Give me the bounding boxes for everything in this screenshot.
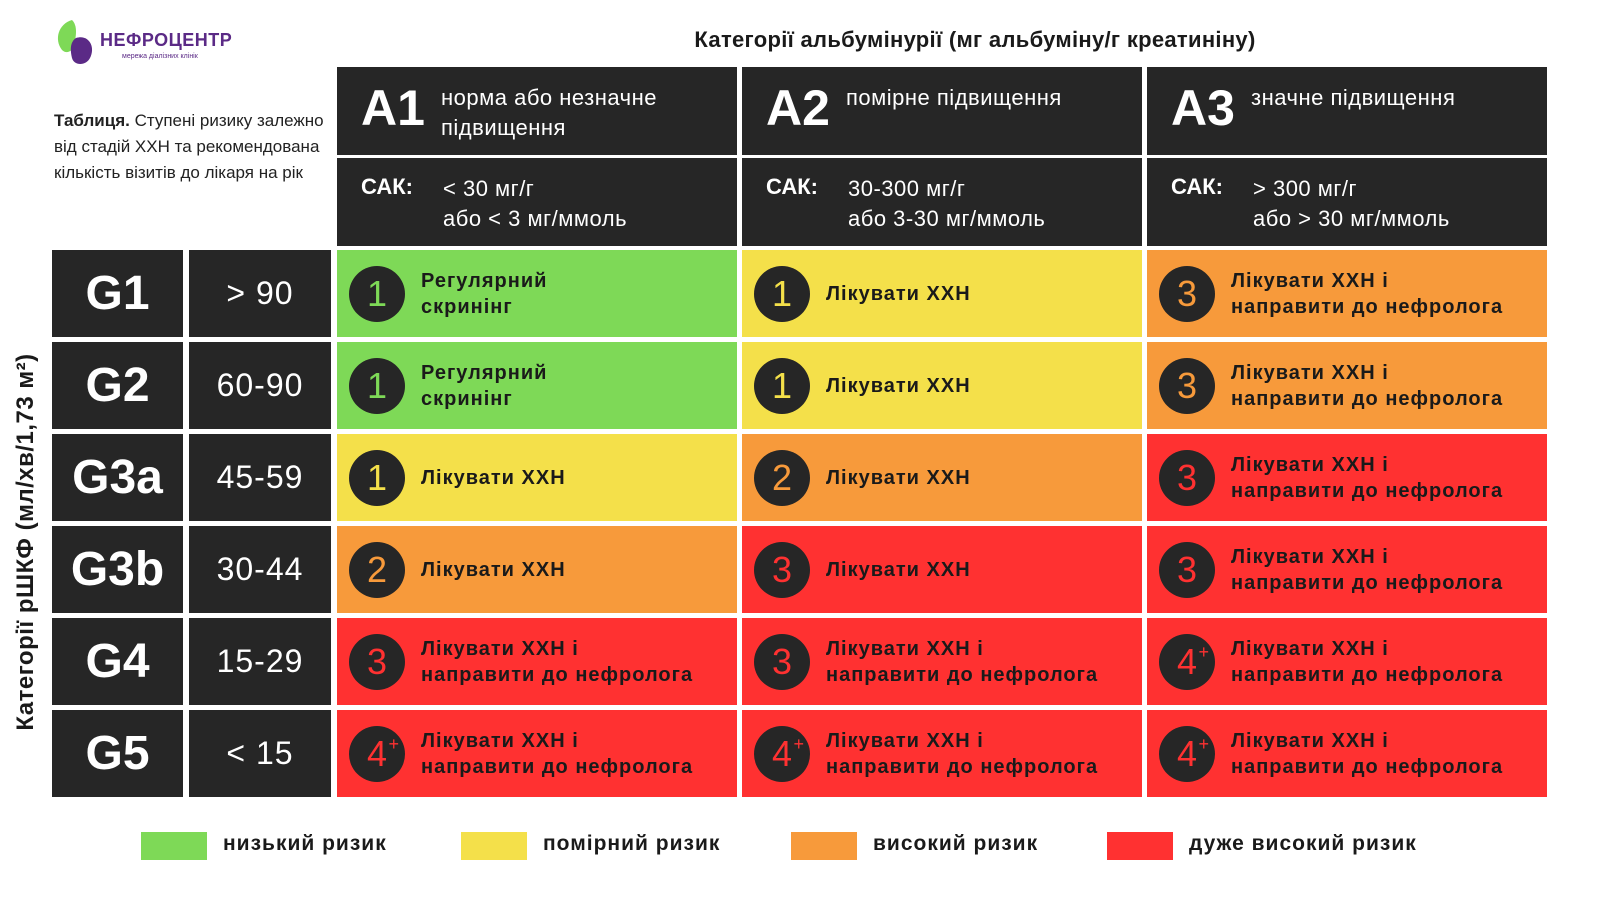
risk-cell (1147, 250, 1547, 337)
risk-cell (742, 342, 1142, 429)
recommendation-line-1: Лікувати ХХН (421, 466, 566, 489)
albuminuria-header-a1 (337, 67, 737, 155)
risk-cell (742, 434, 1142, 521)
recommendation-text (1231, 636, 1503, 688)
recommendation-line-1: Лікувати ХХН і (1231, 361, 1389, 384)
visits-per-year-badge (754, 542, 810, 598)
recommendation-line-1: Лікувати ХХН і (1231, 545, 1389, 568)
visits-number: 1 (366, 364, 388, 406)
risk-cell (337, 710, 737, 797)
visits-number: 1 (771, 364, 793, 406)
recommendation-text (826, 557, 971, 583)
albuminuria-header-a3 (1147, 67, 1547, 155)
visits-number: 3 (771, 640, 793, 682)
visits-plus: + (1198, 641, 1209, 662)
recommendation-text (421, 636, 693, 688)
risk-cell (742, 250, 1142, 337)
recommendation-text (421, 557, 566, 583)
recommendation-line-1: Лікувати ХХН (826, 282, 971, 305)
stage-label-g3b: G3b (52, 526, 183, 613)
gfr-range: 45-59 (189, 434, 331, 521)
sak-line-2: або > 30 мг/ммоль (1253, 206, 1450, 231)
risk-cell (742, 710, 1142, 797)
risk-cell (337, 434, 737, 521)
stage-label-g1: G1 (52, 250, 183, 337)
visits-number: 3 (366, 640, 388, 682)
stage-label-g5: G5 (52, 710, 183, 797)
recommendation-line-1: Регулярний (421, 361, 548, 384)
table-title: Категорії альбумінурії (мг альбуміну/г креатиніну) (694, 27, 1256, 52)
recommendation-line-1: Лікувати ХХН і (421, 637, 579, 660)
recommendation-text (1231, 360, 1503, 412)
visits-per-year-badge (349, 634, 405, 690)
visits-number: 1 (771, 272, 793, 314)
recommendation-line-2: направити до нефролога (421, 755, 694, 778)
recommendation-text (1231, 544, 1503, 596)
visits-plus: + (388, 733, 399, 754)
recommendation-text (826, 728, 1098, 780)
recommendation-text (421, 268, 547, 320)
visits-per-year-badge (1159, 726, 1215, 782)
recommendation-line-1: Лікувати ХХН і (826, 729, 984, 752)
visits-number: 4 (1176, 732, 1198, 774)
visits-number: 3 (1176, 272, 1198, 314)
visits-per-year-badge (1159, 542, 1215, 598)
category-code: A2 (766, 80, 830, 136)
sak-label: САК: (766, 174, 818, 199)
recommendation-line-1: Лікувати ХХН і (1231, 637, 1389, 660)
category-code: A3 (1171, 80, 1235, 136)
sak-value (848, 174, 1045, 234)
visits-number: 2 (771, 456, 793, 498)
recommendation-line-2: направити до нефролога (1231, 479, 1504, 502)
recommendation-line-2: направити до нефролога (826, 755, 1099, 778)
recommendation-text (826, 281, 971, 307)
recommendation-line-1: Лікувати ХХН (826, 558, 971, 581)
risk-cell (1147, 434, 1547, 521)
logo-tagline: мережа діалізних клінік (122, 53, 198, 60)
risk-cell (1147, 710, 1547, 797)
visits-number: 3 (1176, 548, 1198, 590)
risk-cell (337, 618, 737, 705)
risk-cell (742, 618, 1142, 705)
recommendation-line-1: Лікувати ХХН і (1231, 729, 1389, 752)
recommendation-line-1: Регулярний (421, 269, 548, 292)
gfr-range: < 15 (189, 710, 331, 797)
sak-line-1: < 30 мг/г (443, 176, 535, 201)
visits-per-year-badge (1159, 450, 1215, 506)
recommendation-text (421, 728, 693, 780)
gfr-range: 60-90 (189, 342, 331, 429)
recommendation-line-2: направити до нефролога (1231, 571, 1504, 594)
recommendation-text (826, 465, 971, 491)
legend-label: помірний ризик (543, 832, 721, 855)
gfr-range: 30-44 (189, 526, 331, 613)
visits-per-year-badge (754, 358, 810, 414)
sak-header-a2 (742, 158, 1142, 246)
risk-cell (337, 526, 737, 613)
visits-number: 1 (366, 272, 388, 314)
recommendation-line-2: направити до нефролога (826, 663, 1099, 686)
sak-line-1: > 300 мг/г (1253, 176, 1358, 201)
visits-number: 3 (1176, 364, 1198, 406)
visits-per-year-badge (1159, 266, 1215, 322)
recommendation-line-2: направити до нефролога (421, 663, 694, 686)
risk-cell (1147, 342, 1547, 429)
visits-number: 3 (771, 548, 793, 590)
recommendation-line-1: Лікувати ХХН (826, 374, 971, 397)
visits-per-year-badge (1159, 634, 1215, 690)
recommendation-line-2: направити до нефролога (1231, 387, 1504, 410)
recommendation-line-1: Лікувати ХХН і (1231, 453, 1389, 476)
sak-line-2: або < 3 мг/ммоль (443, 206, 628, 231)
logo (52, 18, 252, 70)
recommendation-text (421, 465, 566, 491)
recommendation-line-1: Лікувати ХХН (421, 558, 566, 581)
visits-per-year-badge (349, 542, 405, 598)
risk-cell (1147, 618, 1547, 705)
visits-per-year-badge (1159, 358, 1215, 414)
y-axis-label: Категорії рШКФ (мл/хв/1,73 м²) (12, 353, 39, 731)
risk-cell (337, 342, 737, 429)
stage-label-g3a: G3a (52, 434, 183, 521)
albuminuria-header-a2 (742, 67, 1142, 155)
visits-per-year-badge (754, 726, 810, 782)
stage-label-g4: G4 (52, 618, 183, 705)
recommendation-text (826, 373, 971, 399)
recommendation-text (1231, 268, 1503, 320)
recommendation-line-1: Лікувати ХХН і (826, 637, 984, 660)
caption-bold: Таблиця. (54, 111, 130, 130)
risk-cell (742, 526, 1142, 613)
visits-per-year-badge (349, 450, 405, 506)
recommendation-line-2: направити до нефролога (1231, 755, 1504, 778)
recommendation-line-1: Лікувати ХХН (826, 466, 971, 489)
sak-label: САК: (1171, 174, 1223, 199)
table-caption (54, 108, 334, 186)
legend-swatch-orange (791, 832, 857, 860)
category-description: помірне підвищення (846, 85, 1062, 110)
sak-header-a1 (337, 158, 737, 246)
legend-swatch-red (1107, 832, 1173, 860)
recommendation-text (1231, 452, 1503, 504)
recommendation-line-2: скринінг (421, 387, 513, 410)
visits-per-year-badge (349, 358, 405, 414)
visits-plus: + (1198, 733, 1209, 754)
caption-text: Ступені ризику залежно від стадій ХХН та рекомендована кількість візитів до лікаря на рік (54, 111, 324, 182)
legend-label: дуже високий ризик (1189, 832, 1417, 855)
visits-per-year-badge (754, 450, 810, 506)
risk-cell (337, 250, 737, 337)
visits-number: 4 (1176, 640, 1198, 682)
recommendation-line-1: Лікувати ХХН і (421, 729, 579, 752)
visits-per-year-badge (349, 726, 405, 782)
visits-per-year-badge (754, 266, 810, 322)
category-description: значне підвищення (1251, 85, 1456, 110)
recommendation-line-2: направити до нефролога (1231, 663, 1504, 686)
visits-number: 3 (1176, 456, 1198, 498)
sak-header-a3 (1147, 158, 1547, 246)
risk-cell (1147, 526, 1547, 613)
legend-label: високий ризик (873, 832, 1039, 855)
recommendation-line-2: скринінг (421, 295, 513, 318)
category-description: норма або незначне підвищення (441, 85, 658, 140)
recommendation-text (421, 360, 547, 412)
recommendation-text (1231, 728, 1503, 780)
stage-label-g2: G2 (52, 342, 183, 429)
visits-plus: + (793, 733, 804, 754)
visits-per-year-badge (349, 266, 405, 322)
recommendation-text (826, 636, 1098, 688)
sak-value (1253, 174, 1450, 234)
kidney-leaf-icon (52, 18, 96, 68)
visits-number: 2 (366, 548, 388, 590)
visits-number: 4 (771, 732, 793, 774)
legend-swatch-yellow (461, 832, 527, 860)
sak-line-1: 30-300 мг/г (848, 176, 966, 201)
visits-per-year-badge (754, 634, 810, 690)
category-code: A1 (361, 80, 425, 136)
gfr-range: 15-29 (189, 618, 331, 705)
recommendation-line-1: Лікувати ХХН і (1231, 269, 1389, 292)
legend-swatch-green (141, 832, 207, 860)
sak-line-2: або 3-30 мг/ммоль (848, 206, 1046, 231)
visits-number: 1 (366, 456, 388, 498)
logo-name: НЕФРОЦЕНТР (100, 30, 233, 50)
visits-number: 4 (366, 732, 388, 774)
gfr-range: > 90 (189, 250, 331, 337)
sak-label: САК: (361, 174, 413, 199)
sak-value (443, 174, 627, 234)
recommendation-line-2: направити до нефролога (1231, 295, 1504, 318)
legend-label: низький ризик (223, 832, 387, 855)
